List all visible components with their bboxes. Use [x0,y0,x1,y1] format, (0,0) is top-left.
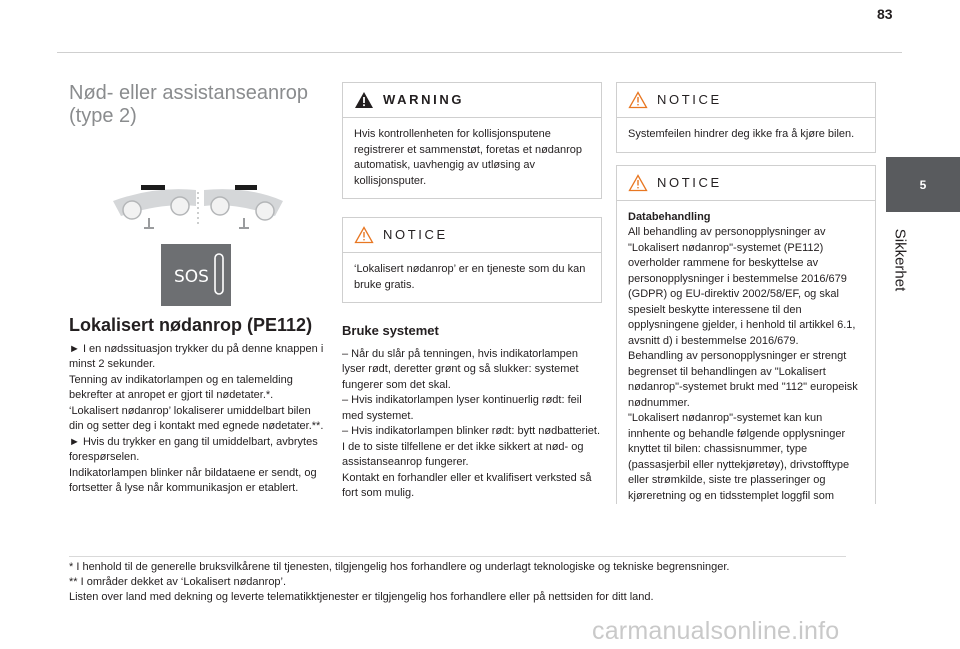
notice-label: NOTICE [657,92,722,108]
warning-text: Hvis kontrollenheten for kollisjonsputene registrerer et sammenstøt, foretas et nødanrop automatisk, uavhengig av utløsing av kollisjonsputer. [354,128,583,187]
header-divider [57,52,902,53]
notice-text: Systemfeilen hindrer deg ikke fra å kjøre bilen. [628,128,855,140]
paragraph: I de to siste tilfellene er det ikke sikkert at nød- og assistanseanrop fungerer. [342,440,584,468]
column-2 [342,82,602,502]
notice-heading: Databehandling [628,210,711,223]
notice-text: ‘Lokalisert nødanrop’ er en tjeneste som du kan bruke gratis. [354,263,586,291]
section-heading-pe112: Lokalisert nødanrop (PE112) [69,315,313,335]
paragraph: Tenning av indikatorlampen og en talemelding bekrefter at anropet er gjort til nødetater.*. [69,373,293,401]
paragraph: Kontakt en forhandler eller et kvalifisert verksted så fort som mulig. [342,471,592,499]
paragraph: – Hvis indikatorlampen lyser kontinuerlig rødt: feil med systemet. [342,394,582,422]
footnote: Listen over land med dekning og leverte telematikktjenester er tilgjengelig hos forhandlere eller på nettsiden for ditt land. [69,591,654,603]
chapter-number: 5 [919,177,927,192]
subheading-bruke-systemet: Bruke systemet [342,323,439,338]
sos-illustration [69,128,327,318]
paragraph: Indikatorlampen blinker når bildataene er sendt, og fortsetter å lyse når kommunikasjon er etablert. [69,466,317,494]
sos-button-illustration [69,128,327,318]
paragraph: – Når du slår på tenningen, hvis indikatorlampen lyser rødt, deretter grønt og så slukker: systemet fungerer som det skal. [342,347,579,391]
footnote-divider [69,556,846,557]
notice-box [342,217,602,303]
paragraph: Behandling av personopplysninger er strengt begrenset til behandlingen av "Lokalisert nødanrop"-systemet brukt med "112" europeisk nødnummer. [628,350,858,409]
notice-label: NOTICE [383,227,448,243]
sos-label: SOS [174,267,209,287]
paragraph: ‘Lokalisert nødanrop’ lokaliserer umiddelbart bilen din og setter deg i kontakt med egnede nødetater.**. [69,404,324,432]
notice-box-system-fault [616,82,876,153]
paragraph: All behandling av personopplysninger av "Lokalisert nødanrop"-systemet (PE112) overholder rammene for beskyttelse av personopplysninger i bestemmelse 2016/679 (GDPR) og EU-direktiv 2002/58/EF, og skal spesielt beskytte interessene til den opplysningene gjelder, i henhold til artikkel 6.1, avsnitt d) i bestemmelse 2016/679. [628,226,856,347]
page-title: Nød- eller assistanseanrop (type 2) [69,82,308,127]
paragraph: ► Hvis du trykker en gang til umiddelbart, avbrytes forespørselen. [69,435,318,463]
notice-icon [628,91,648,109]
chapter-tab[interactable] [886,157,960,212]
column-3 [616,82,876,504]
warning-label: WARNING [383,92,465,108]
footnote: ** I områder dekket av ‘Lokalisert nødanrop’. [69,576,287,588]
paragraph: – Hvis indikatorlampen blinker rødt: bytt nødbatteriet. [342,425,601,437]
warning-icon [354,91,374,109]
notice-box-data-processing [616,165,876,505]
column-1 [69,82,327,497]
notice-label: NOTICE [657,174,722,190]
watermark: carmanualsonline.info [592,617,840,645]
notice-icon [628,174,648,192]
page-number: 83 [877,6,893,22]
chapter-label: Sikkerhet [891,228,909,292]
warning-box [342,82,602,199]
footnotes [69,560,869,605]
footnote: * I henhold til de generelle bruksvilkårene til tjenesten, tilgjengelig hos forhandlere og underlagt teknologiske og tekniske begrensninger. [69,561,730,573]
paragraph: "Lokalisert nødanrop"-systemet kan kun innhente og behandle følgende opplysninger knyttet til bilen: chassisnummer, type (passasjerbil eller nyttekjøretøy), drivstofftype eller strømkilde, siste tre plasseringer og kjøreretning og en tidsstemplet loggfil som [628,412,850,502]
paragraph: ► I en nødssituasjon trykker du på denne knappen i minst 2 sekunder. [69,342,324,370]
notice-icon [354,226,374,244]
